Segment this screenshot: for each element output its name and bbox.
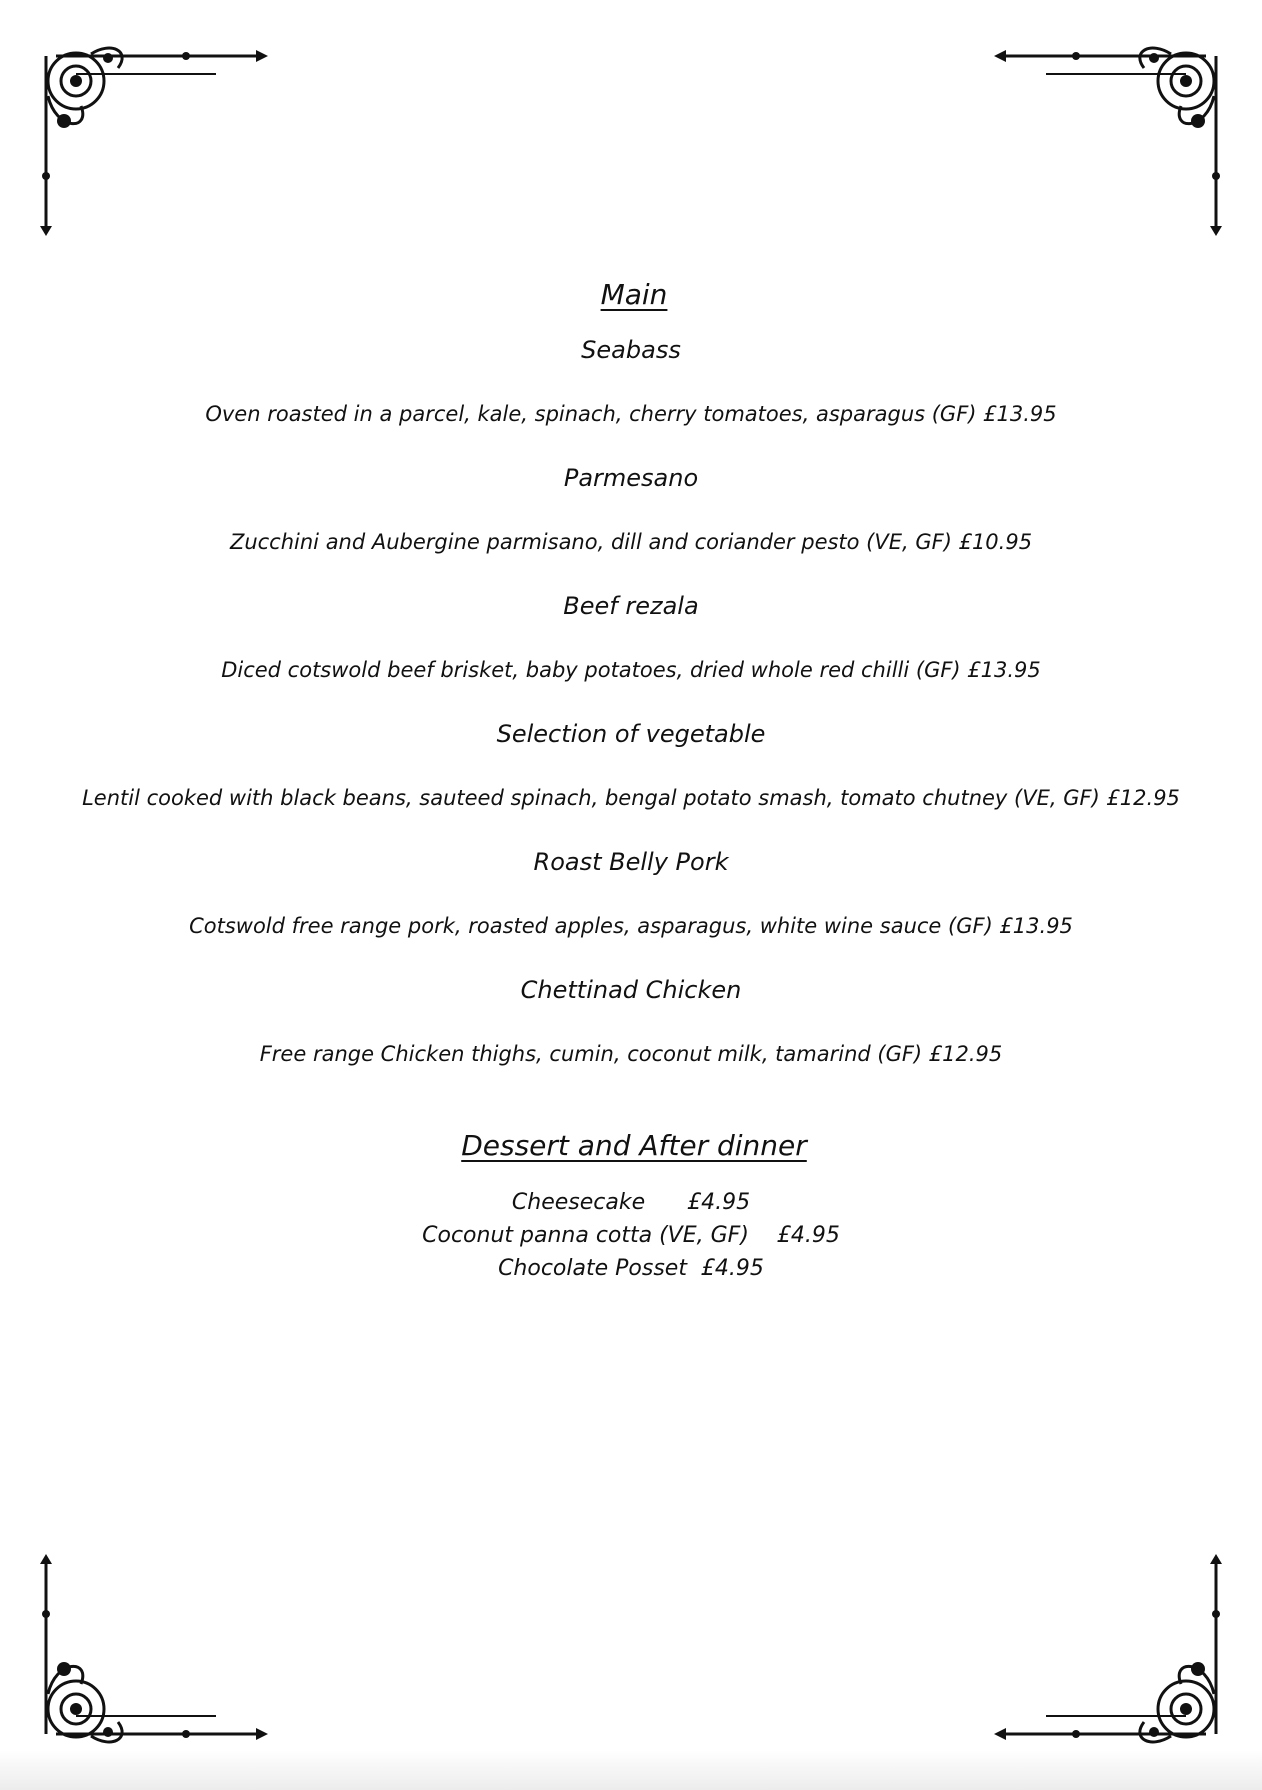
dessert-item: Coconut panna cotta (VE, GF) £4.95	[422, 1223, 840, 1248]
menu-item-name: Chettinad Chicken	[520, 976, 742, 1004]
corner-ornament-bottom-left-icon	[36, 1534, 296, 1754]
menu-item-description: Diced cotswold beef brisket, baby potatoes, dried whole red chilli (GF) £13.95	[221, 658, 1041, 682]
page-bottom-shade	[0, 1750, 1262, 1790]
dessert-item: Cheesecake £4.95	[511, 1190, 751, 1215]
menu-item-name: Parmesano	[563, 464, 699, 492]
menu-item-description: Free range Chicken thighs, cumin, coconut milk, tamarind (GF) £12.95	[259, 1042, 1003, 1066]
corner-ornament-bottom-right-icon	[966, 1534, 1226, 1754]
menu-item-name: Roast Belly Pork	[533, 848, 729, 876]
menu-item-description: Oven roasted in a parcel, kale, spinach, cherry tomatoes, asparagus (GF) £13.95	[205, 402, 1057, 426]
menu-item-description: Zucchini and Aubergine parmisano, dill and coriander pesto (VE, GF) £10.95	[229, 530, 1033, 554]
dessert-item: Chocolate Posset £4.95	[498, 1256, 764, 1281]
dessert-list	[0, 1186, 1262, 1285]
menu-item-name: Seabass	[581, 336, 681, 364]
corner-ornament-top-right-icon	[966, 36, 1226, 256]
menu-item-description: Lentil cooked with black beans, sauteed spinach, bengal potato smash, tomato chutney (VE, GF) £12.95	[82, 786, 1180, 810]
dessert-section-title: Dessert and After dinner	[461, 1129, 807, 1162]
corner-ornament-top-left-icon	[36, 36, 296, 256]
menu-item-name: Selection of vegetable	[496, 720, 766, 748]
menu-item-name: Beef rezala	[563, 592, 699, 620]
main-section-title: Main	[600, 278, 668, 311]
menu-item-description: Cotswold free range pork, roasted apples, asparagus, white wine sauce (GF) £13.95	[189, 914, 1073, 938]
menu-content	[0, 278, 1262, 1285]
